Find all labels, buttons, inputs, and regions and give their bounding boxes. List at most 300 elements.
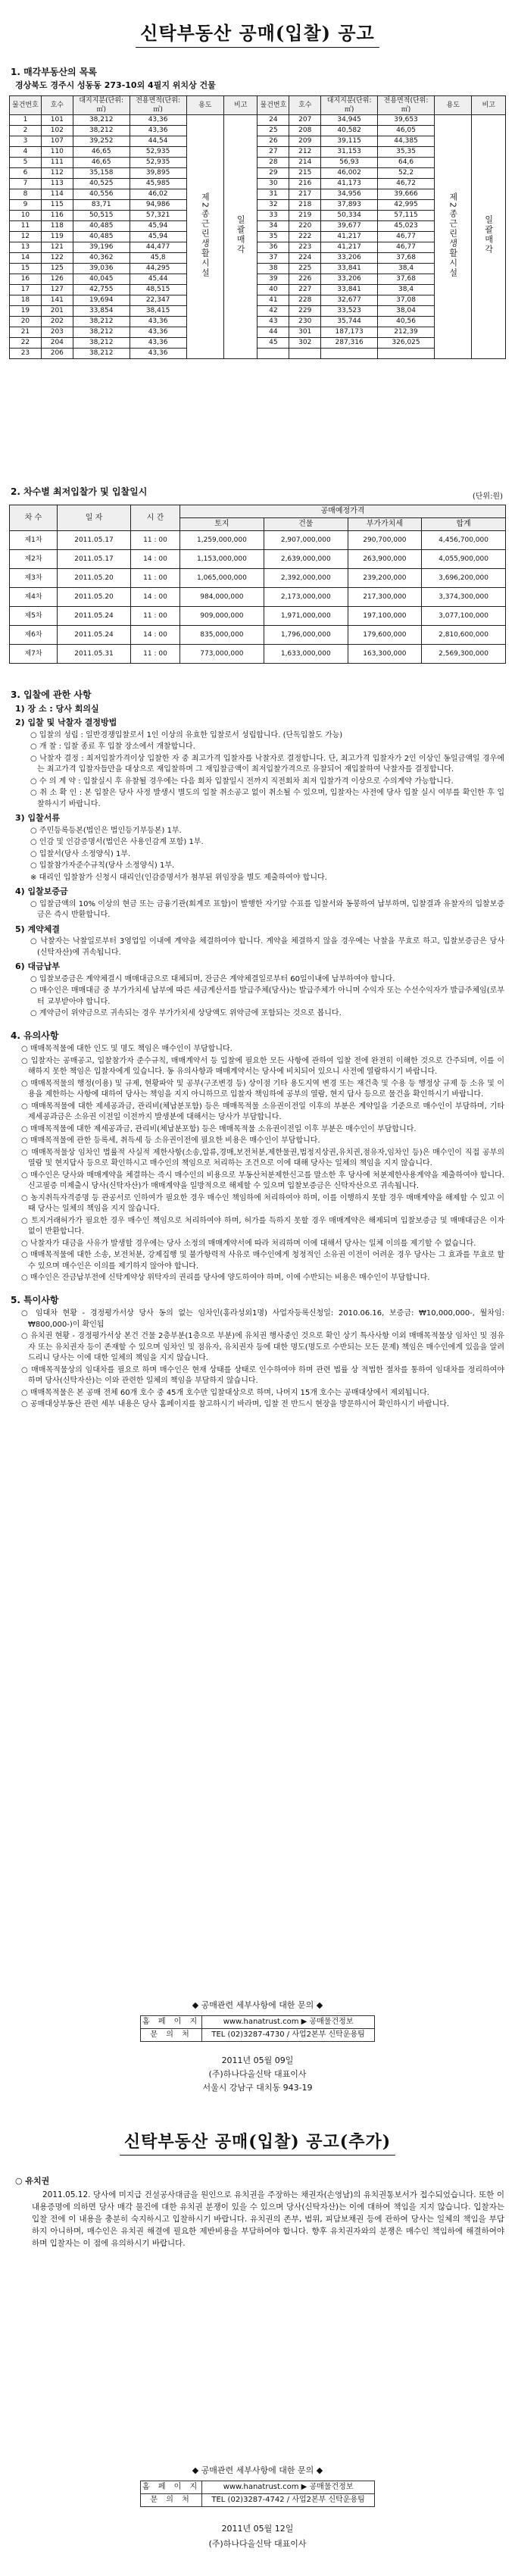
table-cell: 39: [258, 274, 289, 285]
table-cell: [289, 349, 321, 359]
header-building-price: 건물: [264, 518, 348, 531]
property-table-header: [10, 96, 506, 115]
table-row: [10, 295, 506, 306]
contact-row-homepage-2: [141, 2481, 375, 2494]
table-cell: 31: [258, 189, 289, 200]
table-cell: 57,115: [378, 211, 435, 221]
price-cell: 제4차: [10, 588, 58, 607]
table-cell: 40: [258, 285, 289, 295]
table-cell: 33,854: [73, 306, 130, 317]
table-cell: 43,36: [130, 115, 186, 126]
table-cell: 34,956: [321, 189, 378, 200]
table-row: [10, 115, 506, 126]
table-cell: 229: [289, 306, 321, 317]
unit-label: (단위:원): [472, 492, 503, 501]
location-line: 경상북도 경주시 성동동 273-10외 4필지 위치상 건물: [15, 80, 216, 90]
table-cell: 202: [41, 317, 73, 327]
table-cell: 11: [10, 221, 42, 232]
list-item: ○ 매매목적물에 대한 인도 및 명도 책임은 매수인이 부담합니다.: [21, 1045, 233, 1053]
price-cell: 3,077,100,000: [422, 607, 506, 626]
table-row: [10, 550, 506, 569]
table-cell: 45,94: [130, 232, 186, 242]
table-cell: 203: [41, 327, 73, 338]
list-item: ○ 입찰참가자준수규칙(당사 소정양식) 1부.: [30, 861, 175, 870]
table-cell: 48,515: [130, 285, 186, 295]
price-cell: 773,000,000: [180, 645, 264, 664]
price-cell: 14 : 00: [131, 626, 180, 645]
table-cell: 22: [10, 338, 42, 349]
table-cell: 9: [10, 200, 42, 211]
price-cell: 2,810,600,000: [422, 626, 506, 645]
section-3: [11, 689, 504, 1411]
table-cell: 39,252: [73, 136, 130, 147]
table-cell: 37,68: [378, 274, 435, 285]
table-row: [10, 126, 506, 136]
price-cell: 3,696,200,000: [422, 569, 506, 588]
list-item: ○ 입찰서(당사 소정양식) 1부.: [30, 849, 131, 858]
table-cell: 121: [41, 242, 73, 253]
price-cell: 2011.05.17: [58, 550, 131, 569]
table-cell: 43: [258, 317, 289, 327]
price-cell: 제1차: [10, 531, 58, 550]
table-cell: 35: [258, 232, 289, 242]
table-row: [10, 569, 506, 588]
price-cell: 2,907,000,000: [264, 531, 348, 550]
table-cell: 56,93: [321, 158, 378, 168]
list-item: ○ 계약금이 위약금으로 귀속되는 경우 부가가치세 상당액도 위약금에 포함되는 것으로 봅니다.: [30, 1009, 342, 1018]
price-cell: 11 : 00: [131, 607, 180, 626]
table-cell: 37: [258, 253, 289, 264]
section-3-heading: 3. 입찰에 관한 사항: [11, 689, 92, 700]
list-item: ○ 입찰금액의 10% 이상의 현금 또는 금융기관(회계로 표함)이 발행한 자기앞 수표를 입찰서와 동봉하여 납부하며, 입찰결과 유찰자의 입찰보증금은 즉시 반환합니다.: [30, 899, 504, 919]
price-cell: 2,569,300,000: [422, 645, 506, 664]
table-cell: 226: [289, 274, 321, 285]
s3-documents-heading: 3) 입찰서류: [15, 813, 61, 823]
inquiry-title-2: ◆ 공매관련 세부사항에 대한 문의 ◆: [192, 2465, 323, 2475]
table-cell: 38,04: [378, 306, 435, 317]
contact-row-inquiry-1: [141, 2029, 375, 2042]
table-cell: 40,485: [73, 221, 130, 232]
list-item: ○ 매수인은 잔금납부전에 신탁계약상 위탁자의 권리를 당사에 양도하여야 하며, 이에 수반되는 비용은 매수인이 부담합니다.: [21, 1274, 430, 1282]
table-cell: 35,158: [73, 168, 130, 179]
table-cell: 19,694: [73, 295, 130, 306]
table-cell: 326,025: [378, 338, 435, 349]
table-cell: 57,321: [130, 211, 186, 221]
usage-cell-left: [186, 115, 224, 359]
table-row: [10, 285, 506, 295]
table-cell: 101: [41, 115, 73, 126]
table-cell: 42,755: [73, 285, 130, 295]
table-cell: 17: [10, 285, 42, 295]
contact-key-homepage-1: 홈 페 이 지: [141, 2016, 202, 2029]
contact-val-homepage-2[interactable]: www.hanatrust.com ▶ 공매물건정보: [202, 2481, 375, 2494]
table-cell: 45: [258, 338, 289, 349]
table-cell: 228: [289, 295, 321, 306]
table-cell: 34: [258, 221, 289, 232]
price-cell: 4,456,700,000: [422, 531, 506, 550]
table-cell: 43,36: [130, 317, 186, 327]
section-2-heading: 2. 차수별 최저입찰가 및 입찰일시: [11, 486, 148, 497]
contact-key-homepage-2: 홈 페 이 지: [141, 2481, 202, 2494]
notice2-body: [11, 2173, 504, 2250]
table-row: [10, 645, 506, 664]
list-item: ○ 낙찰자가 대금을 사유가 발생할 경우에는 당사 소정의 매매계약서에 따라 처리하며 이에 대해서 당사는 일체 이의를 제기할 수 없습니다.: [21, 1239, 476, 1248]
table-cell: 33,841: [321, 285, 378, 295]
table-cell: 35,35: [378, 147, 435, 158]
table-cell: 33,206: [321, 274, 378, 285]
table-row: [10, 626, 506, 645]
price-cell: 제5차: [10, 607, 58, 626]
table-cell: 225: [289, 264, 321, 274]
table-cell: 39,677: [321, 221, 378, 232]
table-cell: 39,196: [73, 242, 130, 253]
table-cell: 40,582: [321, 126, 378, 136]
table-cell: 119: [41, 232, 73, 242]
table-cell: 50,334: [321, 211, 378, 221]
list-item: ○ 취 소 확 인 : 본 입찰은 당사 사정 발생시 별도의 입찰 취소공고 없이 취소될 수 있으며, 입찰자는 사전에 당사 입찰 실시 여부를 확인한 후 입찰하시기 바랍니다.: [30, 789, 504, 808]
table-cell: 35,744: [321, 317, 378, 327]
table-cell: 38,212: [73, 338, 130, 349]
table-cell: 141: [41, 295, 73, 306]
table-cell: 52,935: [130, 158, 186, 168]
table-cell: 301: [289, 327, 321, 338]
table-cell: 39,653: [378, 115, 435, 126]
table-cell: 218: [289, 200, 321, 211]
table-cell: 21: [10, 327, 42, 338]
table-cell: 38,212: [73, 349, 130, 359]
table-cell: 116: [41, 211, 73, 221]
table-cell: 230: [289, 317, 321, 327]
table-cell: 46,02: [130, 189, 186, 200]
price-cell: 179,600,000: [348, 626, 421, 645]
table-row: [10, 158, 506, 168]
table-cell: 38,212: [73, 327, 130, 338]
header-area-left: 전용면적(단위:㎡): [130, 96, 186, 115]
table-cell: 45,985: [130, 179, 186, 189]
table-cell: 40,045: [73, 274, 130, 285]
header-time: 시 간: [131, 505, 180, 531]
price-cell: 3,374,300,000: [422, 588, 506, 607]
s3-contract-list: [11, 936, 504, 958]
table-cell: 41,217: [321, 232, 378, 242]
list-item: ○ 낙찰자는 낙찰일로부터 3영업일 이내에 계약을 체결하여야 합니다. 계약을 체결하지 않을 경우에는 낙찰을 무효로 하고, 입찰보증금은 당사(신탁자산)에 귀속됩니다.: [30, 937, 504, 957]
list-item: ○ 매매목적물은 본 공매 전체 60개 호수 중 45개 호수만 입찰대상으로 하며, 나머지 15개 호수는 공매대상에서 제외됩니다.: [21, 1388, 429, 1397]
table-cell: 4: [10, 147, 42, 158]
notice2-title: 신탁부동산 공매(입찰) 공고(추가): [120, 2129, 395, 2156]
header-usage-right: 용도: [434, 96, 472, 115]
table-row: [10, 253, 506, 264]
s3-payment-list: [11, 974, 504, 1020]
table-cell: 38,4: [378, 264, 435, 274]
table-cell: 42: [258, 306, 289, 317]
table-cell: 37,68: [378, 253, 435, 264]
table-cell: 40,56: [378, 317, 435, 327]
price-cell: 2011.05.24: [58, 626, 131, 645]
price-cell: 제3차: [10, 569, 58, 588]
table-cell: 126: [41, 274, 73, 285]
table-row: [10, 327, 506, 338]
table-row: [10, 147, 506, 158]
s3-deposit-list: [11, 899, 504, 921]
header-unit-right: 호수: [289, 96, 321, 115]
table-cell: 44: [258, 327, 289, 338]
price-table-header-row-1: [10, 505, 506, 518]
contact-table-1: [140, 2015, 375, 2042]
header-land-left: 대지지분(단위:㎡): [73, 96, 130, 115]
notice2-title-wrap: [0, 2129, 515, 2156]
table-cell: 41,217: [321, 242, 378, 253]
table-cell: 1: [10, 115, 42, 126]
table-cell: 125: [41, 264, 73, 274]
table-cell: 38,212: [73, 317, 130, 327]
header-total: 합계: [422, 518, 506, 531]
s3-deposit-heading: 4) 입찰보증금: [15, 886, 68, 896]
table-row: [10, 189, 506, 200]
table-cell: 23: [10, 349, 42, 359]
price-cell: 1,796,000,000: [264, 626, 348, 645]
price-cell: 290,700,000: [348, 531, 421, 550]
list-item: ○ 매매목적물에 대한 소송, 보전처분, 강제집행 및 불가항력적 사유로 매수인에게 청정적인 소유권 이전이 어려운 경우 당사는 그 효과를 무효로 할 수 있으며 매수인은 이의를 제기하지 않아야 합니다.: [21, 1251, 504, 1271]
price-cell: 4,055,900,000: [422, 550, 506, 569]
table-cell: 40,485: [73, 232, 130, 242]
list-item: ○ 공매대상부동산 관련 세부 내용은 당사 홈페이지를 참고하시기 바라며, 입찰 전 반드시 현장을 방문하시어 확인하시기 바랍니다.: [21, 1400, 450, 1408]
price-cell: 239,200,000: [348, 569, 421, 588]
list-item: ○ 매매목적물에 대한 제세공과금, 관리비(체납분포함) 등은 매매목적물 소유권이전일 이후 부분은 매수인이 부담합니다.: [21, 1124, 417, 1133]
contact-val-homepage-1[interactable]: www.hanatrust.com ▶ 공매물건정보: [202, 2016, 375, 2029]
table-cell: 36: [258, 242, 289, 253]
header-item-no-right: 물건번호: [258, 96, 289, 115]
table-cell: 29: [258, 168, 289, 179]
notice-date-2: 2011년 05월 12일: [221, 2524, 294, 2534]
price-cell: 14 : 00: [131, 550, 180, 569]
list-item: ○ 임대차 현황 - 경정평가서상 당사 동의 없는 임차인(홍라성외1명) 사업자등록신청일: 2010.06.16, 보증금: ₩10,000,000-, 월차임: ₩800,000-)이 확인됨: [21, 1309, 504, 1329]
table-cell: 33,523: [321, 306, 378, 317]
table-cell: 207: [289, 115, 321, 126]
table-row: [10, 306, 506, 317]
table-cell: 216: [289, 179, 321, 189]
table-cell: 46,65: [73, 158, 130, 168]
table-cell: 113: [41, 179, 73, 189]
table-cell: 52,2: [378, 168, 435, 179]
notice2-item-body: 2011.05.12. 당사에 미지급 건설공사대금을 원인으로 유치권을 주장하는 채권자(손영남)의 유치권통보서가 접수되었습니다. 또한 이 내용증명에 의하면 당사 매각 물건에 대한 유치권 분쟁이 있을 수 있으며 당사(신탁자산)는 이에 대하여 책임을 지지 않습니다. 입찰자는 입찰 전에 이 내용을 충분히 숙지하시고 입찰하시기 바랍니다. 유치권의 존부, 범위, 피담보채권 등에 관하여 당사는 일체의 책임을 부담하지 아니하며, 매수인은 유치권 해결에 필요한 제반비용을 부담하여야 합니다. 향후 유치권자와의 분쟁은 매수인 책임하에 해결하여야 하며 입찰자는 이 점에 유의하시기 바랍니다.: [32, 2190, 504, 2248]
table-cell: 187,173: [321, 327, 378, 338]
header-remark-left: 비고: [224, 96, 258, 115]
table-cell: 287,316: [321, 338, 378, 349]
table-cell: [258, 349, 289, 359]
section-5-heading: 5. 특이사항: [11, 1294, 59, 1305]
contact-row-inquiry-2: [141, 2494, 375, 2507]
contact-key-inquiry-1: 문 의 처: [141, 2029, 202, 2042]
table-cell: 222: [289, 232, 321, 242]
table-row: [10, 349, 506, 359]
price-cell: 14 : 00: [131, 588, 180, 607]
list-item: ※ 대리인 입찰참가 신청시 대리인(인감증명서가 첨부된 위임장을 별도 제출하여야 합니다.: [30, 873, 327, 882]
header-date: 일 자: [58, 505, 131, 531]
list-item: ○ 개 찰 : 입찰 종료 후 입찰 장소에서 개찰합니다.: [30, 742, 195, 751]
price-cell: 197,100,000: [348, 607, 421, 626]
header-area-right: 전용면적(단위:㎡): [378, 96, 435, 115]
table-cell: 38,4: [378, 285, 435, 295]
inquiry-title-1: ◆ 공매관련 세부사항에 대한 문의 ◆: [192, 2000, 323, 2010]
s3-contract-heading: 5) 계약체결: [15, 924, 61, 934]
table-cell: 41: [258, 295, 289, 306]
table-cell: 122: [41, 253, 73, 264]
table-cell: 204: [41, 338, 73, 349]
table-cell: 7: [10, 179, 42, 189]
table-cell: 30: [258, 179, 289, 189]
list-item: ○ 입찰보증금은 계약체결시 매매대금으로 대체되며, 잔금은 계약체결일로부터 60일이내에 납부하여야 합니다.: [30, 974, 395, 983]
table-row: [10, 221, 506, 232]
list-item: ○ 유치권 현황 - 경정평가서상 본건 건물 2층부분(1층으로 부분)에 유치권 행사중인 것으로 확인 상기 특사사항 이외 매매목적물상 임차인 및 점유자 또는 유치권자 등이 존재할 수 있으며 임차인 및 점유자, 유치권자 등에 대한 명도(명도로 수반되는 모든 문제) 책임은 매수인에게 있음을 알려드리니 당사는 이에 대한 일체의 책임을 지지 않습니다.: [21, 1332, 504, 1362]
table-cell: 110: [41, 147, 73, 158]
notice-title: 신탁부동산 공매(입찰) 공고: [136, 18, 379, 48]
list-item: ○ 입찰자는 공매공고, 입찰참가자 준수규칙, 매매계약서 등 입찰에 필요한 모든 사항에 관하여 입찰 전에 완전히 이해한 것으로 간주되며, 이를 이해하지 못한 책임은 입찰자에게 있습니다. 동 유의사항과 매매계약서는 당사에 비치되어 있으니 사전에 열람하시기 바랍니다.: [21, 1056, 504, 1076]
table-cell: 212,39: [378, 327, 435, 338]
table-row: [10, 211, 506, 221]
list-item: ○ 수 의 계 약 : 입찰실시 후 유찰될 경우에는 다음 회차 입찰일시 전까지 직전회차 최저 입찰가격 이상으로 수의계약 가능합니다.: [30, 777, 454, 786]
price-cell: 제7차: [10, 645, 58, 664]
remark-cell-left: [224, 115, 258, 359]
table-cell: 33,206: [321, 253, 378, 264]
table-cell: 46,05: [378, 126, 435, 136]
table-cell: 52,935: [130, 147, 186, 158]
list-item: ○ 매매목적물상의 임대차를 필요로 하며 매수인은 현재 상태를 상태로 인수하여야 하며 관련 법률 상 적법한 절차를 통하여 임대차를 정리하여야 하며 당사(신탁자산)는 이와 관련한 일체의 책임을 부담하지 않습니다.: [21, 1365, 504, 1385]
contact-val-inquiry-1: TEL (02)3287-4730 / 사업2본부 신탁운용팀: [202, 2029, 375, 2042]
table-cell: 214: [289, 158, 321, 168]
table-cell: 15: [10, 264, 42, 274]
table-row: [10, 317, 506, 327]
header-round: 차 수: [10, 505, 58, 531]
table-cell: 33,841: [321, 264, 378, 274]
table-cell: 39,115: [321, 136, 378, 147]
table-cell: 107: [41, 136, 73, 147]
header-remark-right: 비고: [472, 96, 506, 115]
table-cell: 46,65: [73, 147, 130, 158]
table-cell: 34,945: [321, 115, 378, 126]
section-4-heading: 4. 유의사항: [11, 1030, 59, 1041]
table-cell: 19: [10, 306, 42, 317]
price-cell: 제2차: [10, 550, 58, 569]
price-cell: 909,000,000: [180, 607, 264, 626]
table-cell: 46,77: [378, 232, 435, 242]
notice2-item-heading: ○ 유치권: [15, 2176, 50, 2186]
table-cell: 27: [258, 147, 289, 158]
table-cell: 28: [258, 158, 289, 168]
table-cell: 223: [289, 242, 321, 253]
table-cell: 44,477: [130, 242, 186, 253]
table-cell: 44,54: [130, 136, 186, 147]
table-cell: 45,44: [130, 274, 186, 285]
table-cell: 45,023: [378, 221, 435, 232]
header-land-price: 토지: [180, 518, 264, 531]
table-cell: 102: [41, 126, 73, 136]
header-planned-price: 공매예정가격: [180, 505, 506, 518]
price-cell: 2,173,000,000: [264, 588, 348, 607]
table-row: [10, 274, 506, 285]
s3-method-heading: 2) 입찰 및 낙찰자 결정방법: [15, 717, 117, 727]
table-cell: 208: [289, 126, 321, 136]
notice-date-1: 2011년 05월 09일: [221, 2055, 294, 2065]
table-row: [10, 136, 506, 147]
table-cell: 32: [258, 200, 289, 211]
price-cell: 163,300,000: [348, 645, 421, 664]
table-cell: 220: [289, 221, 321, 232]
header-item-no-left: 물건번호: [10, 96, 42, 115]
price-cell: 제6차: [10, 626, 58, 645]
table-cell: 33: [258, 211, 289, 221]
usage-cell-right: [434, 115, 472, 359]
table-cell: 227: [289, 285, 321, 295]
table-cell: 46,72: [378, 179, 435, 189]
header-usage-left: 용도: [186, 96, 224, 115]
table-row: [10, 232, 506, 242]
table-cell: 3: [10, 136, 42, 147]
table-row: [10, 531, 506, 550]
company-name-2: (주)하나다올신탁 대표이사: [208, 2539, 307, 2549]
table-cell: 112: [41, 168, 73, 179]
table-cell: 50,515: [73, 211, 130, 221]
table-cell: 32,677: [321, 295, 378, 306]
list-item: ○ 매매목적물상 임차인 법률적 사실적 제한사항(소송,압류,경매,보전처분,제한물권,법정지상권,유치권,점유자,임차인 등)은 매수인이 직접 공부의 열람 및 현지답사 등으로 확인하시고 매수인의 책임으로 처리하는 조건으로 이에 대해 당사는 일체의 책임을 지지 않습니다.: [21, 1148, 504, 1168]
remark-cell-right: [472, 115, 506, 359]
table-cell: 43,36: [130, 349, 186, 359]
table-cell: 43,36: [130, 327, 186, 338]
list-item: ○ 매수인은 당사와 매매계약을 체결하는 즉시 매수인의 비용으로 부동산처분제한신고를 말소한 후 당사에 처분제한사용계약을 제출하여야 합니다. 신고필증 미제출시 당사(신탁자산)가 매매계약을 일방적으로 해제할 수 있으며 입찰보증금은 신탁자산으로 귀속됩니다.: [21, 1171, 504, 1190]
table-cell: 40,556: [73, 189, 130, 200]
table-cell: 44,295: [130, 264, 186, 274]
table-cell: 38,415: [130, 306, 186, 317]
s4-list: [11, 1044, 504, 1284]
price-cell: 2011.05.20: [58, 569, 131, 588]
list-item: ○ 주민등록등본(법인은 법인등기부등본) 1부.: [30, 826, 182, 835]
table-cell: 16: [10, 274, 42, 285]
table-cell: 94,986: [130, 200, 186, 211]
table-cell: 39,666: [378, 189, 435, 200]
table-cell: 31,153: [321, 147, 378, 158]
list-item: ○ 매매목적물에 관한 등록세, 취득세 등 소유권이전에 필요한 비용은 매수인이 부담합니다.: [21, 1136, 320, 1145]
s3-payment-heading: 6) 대금납부: [15, 961, 61, 971]
table-cell: 40,362: [73, 253, 130, 264]
table-cell: 24: [258, 115, 289, 126]
price-cell: 11 : 00: [131, 645, 180, 664]
header-land-right: 대지지분(단위:㎡): [321, 96, 378, 115]
contact-table-2: [140, 2481, 375, 2507]
table-cell: 37,893: [321, 200, 378, 211]
price-cell: 1,259,000,000: [180, 531, 264, 550]
header-vat: 부가가치세: [348, 518, 421, 531]
list-item: ○ 농지취득자격증명 등 관공서로 인하여가 필요한 경우 매수인 책임하에 처리하여야 하며, 이를 이행하지 못할 경우 매매계약을 해제할 수 있고 이때 당사는 일체의 책임을 지지 않습니다.: [21, 1193, 504, 1213]
table-cell: 45,8: [130, 253, 186, 264]
table-cell: 37,08: [378, 295, 435, 306]
table-cell: 201: [41, 306, 73, 317]
list-item: ○ 매수인은 매매대금 중 부가가치세 납부에 따른 세금계산서를 발급주체(당사)는 발급주체가 아니며 수익자 또는 수선수익자가 발급주체임(로부터 교부받아야 합니다.: [30, 986, 504, 1006]
contact-key-inquiry-2: 문 의 처: [141, 2494, 202, 2507]
remark-text-left: 일괄매각: [236, 215, 246, 255]
table-cell: 118: [41, 221, 73, 232]
notice-title-wrap: [0, 18, 515, 48]
table-cell: 39,036: [73, 264, 130, 274]
table-cell: [321, 349, 378, 359]
table-row: [10, 607, 506, 626]
table-cell: 41,173: [321, 179, 378, 189]
s5-list: [11, 1308, 504, 1411]
price-cell: 263,900,000: [348, 550, 421, 569]
table-cell: 206: [41, 349, 73, 359]
table-cell: 46,002: [321, 168, 378, 179]
table-cell: [378, 349, 435, 359]
table-row: [10, 242, 506, 253]
table-cell: 40,525: [73, 179, 130, 189]
